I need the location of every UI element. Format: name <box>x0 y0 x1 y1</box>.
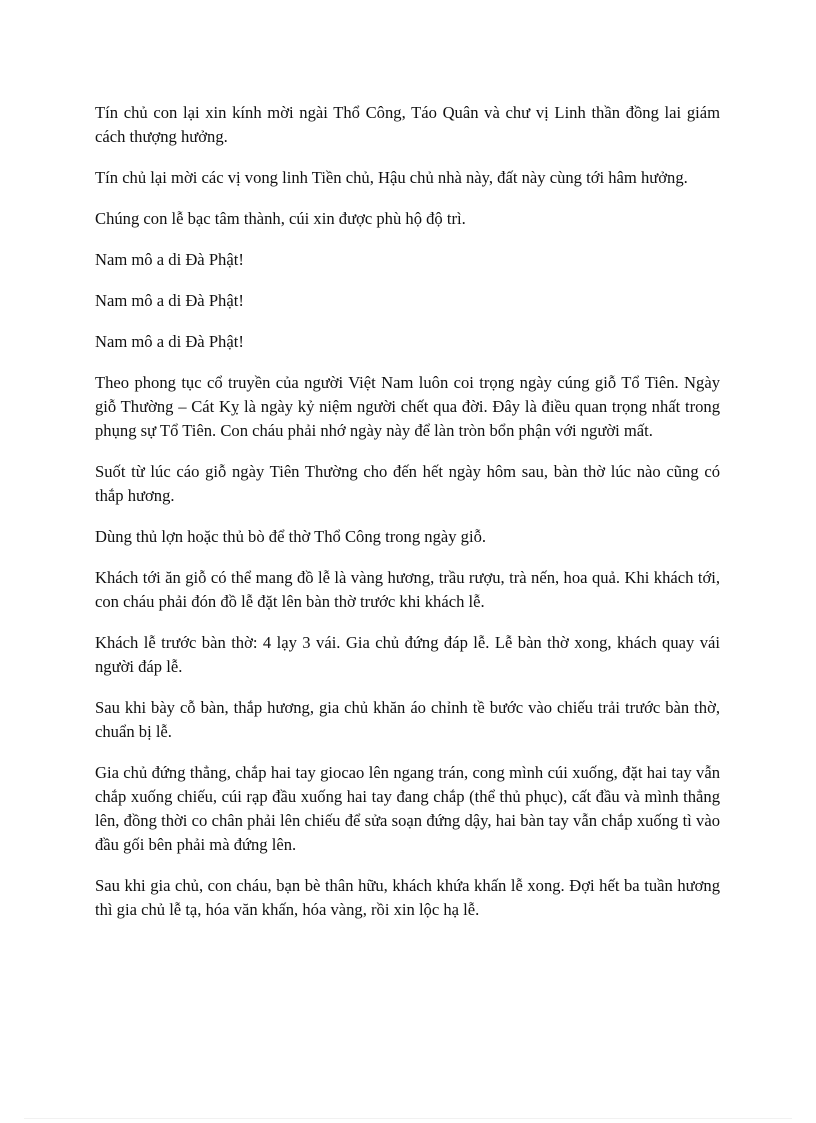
paragraph-tradition: Theo phong tục cổ truyền của người Việt Nam luôn coi trọng ngày cúng giỗ Tổ Tiên. Ngày giỗ Thường – Cát Kỵ là ngày kỷ niệm người chết qua đời. Đây là điều quan trọng nhất trong phụng sự Tổ Tiên. Con cháu phải nhớ ngày này để làn tròn bổn phận với người mất. <box>95 373 720 440</box>
paragraph-guest-offerings: Khách tới ăn giỗ có thể mang đồ lễ là vàng hương, trầu rượu, trà nến, hoa quả. Khi khách tới, con cháu phải đón đồ lễ đặt lên bàn thờ trước khi khách lễ. <box>95 568 720 611</box>
paragraph-invitation-deities: Tín chủ con lại xin kính mời ngài Thổ Công, Táo Quân và chư vị Linh thần đồng lai giám cách thượng hưởng. <box>95 103 720 146</box>
paragraph-guest-bows: Khách lễ trước bàn thờ: 4 lạy 3 vái. Gia chủ đứng đáp lễ. Lễ bàn thờ xong, khách quay vái người đáp lễ. <box>95 633 720 676</box>
paragraph-request-blessing: Chúng con lễ bạc tâm thành, cúi xin được phù hộ độ trì. <box>95 209 466 228</box>
paragraph-chant-2: Nam mô a di Đà Phật! <box>95 291 244 310</box>
paragraph-offering-head: Dùng thủ lợn hoặc thủ bò để thờ Thổ Công trong ngày giỗ. <box>95 527 487 546</box>
paragraph-chant-1: Nam mô a di Đà Phật! <box>95 250 244 269</box>
paragraph-chant-3: Nam mô a di Đà Phật! <box>95 332 244 351</box>
paragraph-invitation-spirits: Tín chủ lại mời các vị vong linh Tiền chủ, Hậu chủ nhà này, đất này cùng tới hâm hưởng. <box>95 168 688 187</box>
paragraph-preparation: Sau khi bày cỗ bàn, thắp hương, gia chủ khăn áo chỉnh tề bước vào chiếu trải trước bàn thờ, chuẩn bị lễ. <box>95 698 720 741</box>
page-bottom-divider <box>24 1118 792 1119</box>
paragraph-incense: Suốt từ lúc cáo giỗ ngày Tiên Thường cho đến hết ngày hôm sau, bàn thờ lúc nào cũng có thắp hương. <box>95 462 720 505</box>
document-body <box>95 101 720 939</box>
paragraph-closing: Sau khi gia chủ, con cháu, bạn bè thân hữu, khách khứa khấn lễ xong. Đợi hết ba tuần hương thì gia chủ lễ tạ, hóa văn khấn, hóa vàng, rồi xin lộc hạ lễ. <box>95 876 720 919</box>
paragraph-bowing-procedure: Gia chủ đứng thẳng, chắp hai tay giocao lên ngang trán, cong mình cúi xuống, đặt hai tay vẫn chắp xuống chiếu, cúi rạp đầu xuống hai tay đang chắp (thể thủ phục), cất đầu và mình thẳng lên, đồng thời co chân phải lên chiếu để sửa soạn đứng dậy, hai bàn tay vẫn chắp xuống tì vào đầu gối bên phải mà đứng lên. <box>95 763 720 854</box>
